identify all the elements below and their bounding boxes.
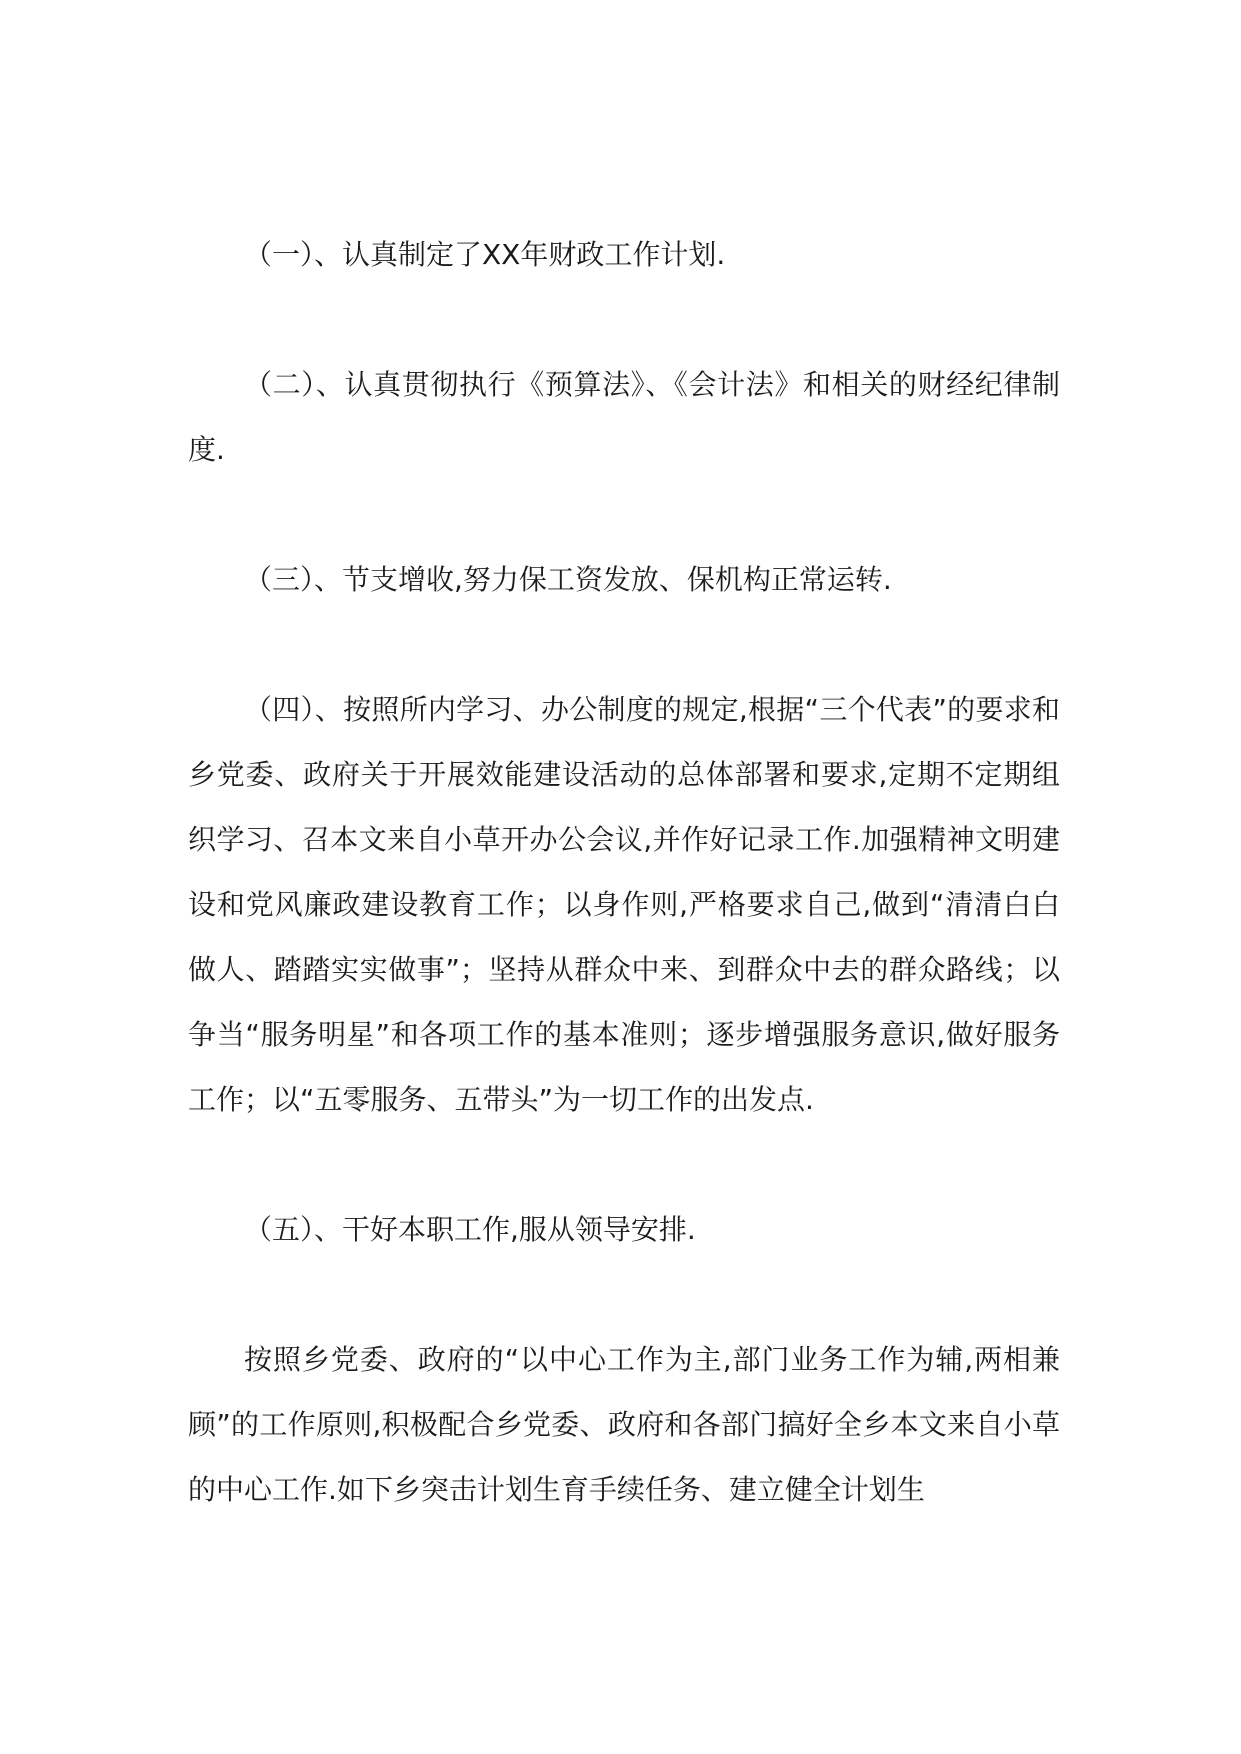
document-body [188,222,1060,1522]
paragraph-work-principle: 按照乡党委、政府的“以中心工作为主,部门业务工作为辅,两相兼顾”的工作原则,积极配合乡党委、政府和各部门搞好全乡本文来自小草的中心工作.如下乡突击计划生育手续任务、建立健全计划生 [188,1343,1060,1506]
paragraph-section-1: （一）、认真制定了XX年财政工作计划. [244,238,726,271]
paragraph-section-5: （五）、干好本职工作,服从领导安排. [244,1213,696,1246]
paragraph-section-2: （二）、认真贯彻执行《预算法》、《会计法》和相关的财经纪律制度. [188,368,1060,466]
paragraph-section-3: （三）、节支增收,努力保工资发放、保机构正常运转. [244,563,892,596]
paragraph-section-4: （四）、按照所内学习、办公制度的规定,根据“三个代表”的要求和乡党委、政府关于开展效能建设活动的总体部署和要求,定期不定期组织学习、召本文来自小草开办公会议,并作好记录工作.加强精神文明建设和党风廉政建设教育工作；以身作则,严格要求自己,做到“清清白白做人、踏踏实实做事”；坚持从群众中来、到群众中去的群众路线；以争当“服务明星”和各项工作的基本准则；逐步增强服务意识,做好服务工作；以“五零服务、五带头”为一切工作的出发点. [188,693,1060,1116]
